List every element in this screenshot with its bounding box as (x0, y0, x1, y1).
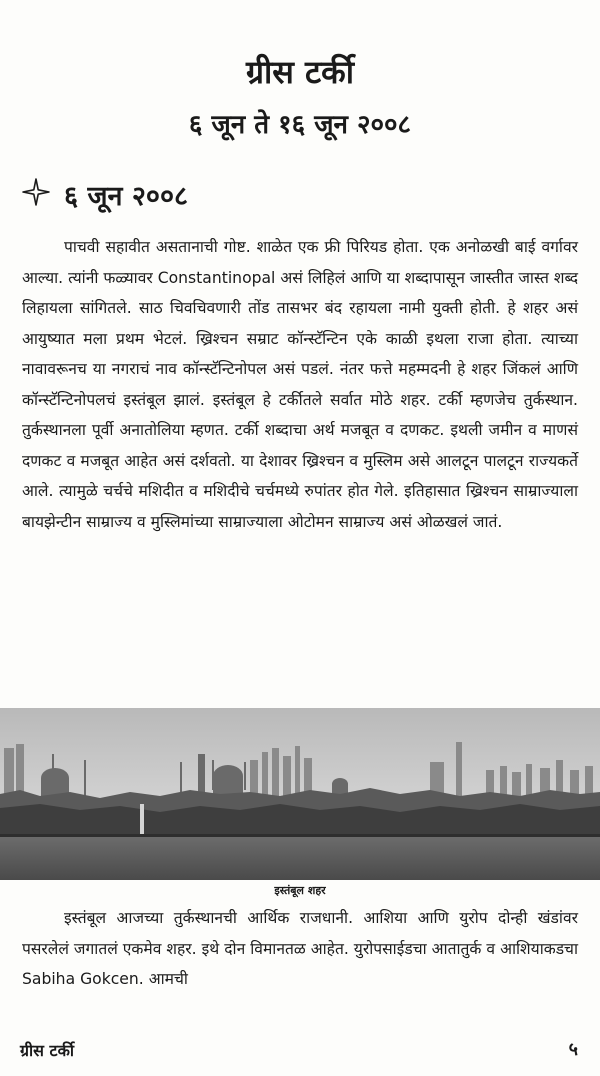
section-date: ६ जून २००८ (64, 181, 189, 212)
body-paragraph-2 (22, 903, 578, 995)
istanbul-skyline-photo (0, 708, 600, 880)
paragraph-1-text: पाचवी सहावीत असतानाची गोष्ट. शाळेत एक फ्री पिरियड होता. एक अनोळखी बाई वर्गावर आल्या. त्यांनी फळ्यावर Constantinopal असं लिहिलं आणि या शब्दापासून जास्तीत जास्त शब्द लिहायला सांगितले. साठ चिवचिवणारी तोंड तासभर बंद रहायला नामी युक्ती होती. हे शहर असं आयुष्यात मला प्रथम भेटलं. ख्रिश्चन सम्राट कॉन्स्टॅन्टिन एके काळी इथला राजा होता. त्याच्या नावावरूनच या नगराचं नाव कॉन्स्टॅन्टिनोपल असं पडलं. नंतर फत्ते महम्मदनी हे शहर जिंकलं आणि कॉन्स्टॅन्टिनोपलचं इस्तंबूल झालं. इस्तंबूल हे टर्कीतले सर्वात मोठे शहर. टर्की म्हणजेच तुर्कस्थान. तुर्कस्थानला पूर्वी अनातोलिया म्हणत. टर्की शब्दाचा अर्थ मजबूत व दणकट. इथली जमीन व माणसं दणकट व मजबूत आहेत असं दर्शवतो. या देशावर ख्रिश्चन व मुस्लिम असे आलटून पालटून राज्यकर्ते आले. त्यामुळे चर्चचे मशिदीत व मशिदीचे चर्चमध्ये रुपांतर होत गेले. इतिहासात ख्रिश्चन साम्राज्याला बायझेन्टीन साम्राज्य व मुस्लिमांच्या साम्राज्याला ओटोमन साम्राज्य असं ओळखलं जातं. (22, 238, 578, 531)
section-heading (22, 178, 188, 216)
page-title: ग्रीस टर्की (245, 53, 355, 91)
paragraph-2-text: इस्तंबूल आजच्या तुर्कस्थानची आर्थिक राजधानी. आशिया आणि युरोप दोन्ही खंडांवर पसरलेलं जगातलं एकमेव शहर. इथे दोन विमानतळ आहेत. युरोपसाईडचा आतातुर्क व आशियाकडचा Sabiha Gokcen. आमची (22, 909, 578, 988)
footer-book-title: ग्रीस टर्की (20, 1041, 75, 1060)
four-point-star-icon (22, 178, 50, 216)
date-range-subtitle: ६ जून ते १६ जून २००८ (188, 110, 412, 140)
photo-caption: इस्तंबूल शहर (274, 884, 326, 897)
body-paragraph-1 (22, 232, 578, 537)
page-number: ५ (568, 1039, 578, 1060)
